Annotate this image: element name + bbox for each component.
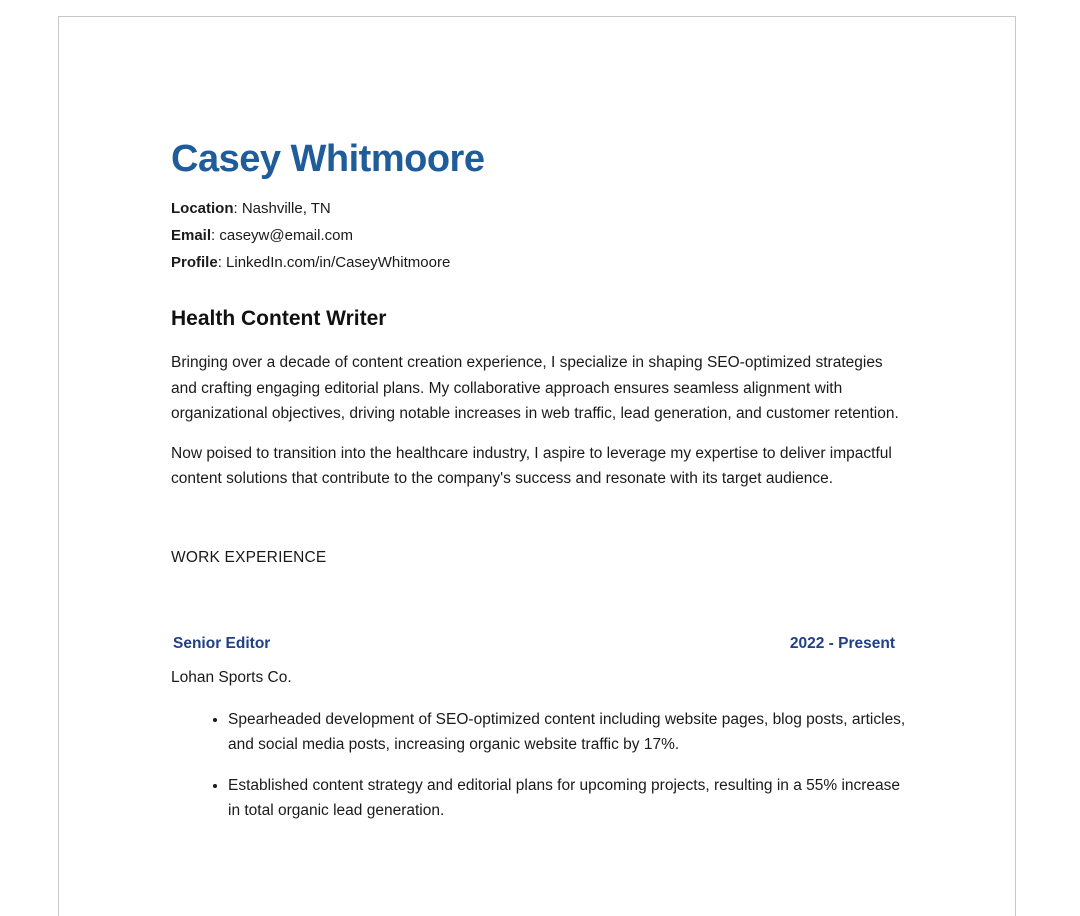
contact-block	[171, 195, 906, 276]
job-header	[171, 632, 895, 656]
job-dates: 2022 - Present	[789, 634, 895, 652]
job-bullet-list	[171, 707, 908, 824]
job-company: Lohan Sports Co.	[171, 668, 292, 686]
contact-profile	[171, 249, 906, 276]
work-experience-heading: WORK EXPERIENCE	[171, 548, 327, 566]
job-bullet: • Established content strategy and editorial plans for upcoming projects, resulting in a 55% increase in total organic lead generation.	[228, 773, 908, 824]
contact-email-value: : caseyw@email.com	[211, 227, 353, 244]
candidate-name: Casey Whitmoore	[171, 138, 485, 180]
resume-headline: Health Content Writer	[171, 307, 387, 330]
job-title: Senior Editor	[173, 634, 271, 652]
resume-content	[171, 135, 906, 839]
contact-location-value: : Nashville, TN	[233, 200, 331, 217]
contact-location	[171, 195, 906, 222]
contact-profile-value: : LinkedIn.com/in/CaseyWhitmoore	[217, 254, 451, 271]
contact-email-label: Email	[171, 227, 212, 244]
contact-email	[171, 222, 906, 249]
document-page	[58, 16, 1016, 916]
job-bullet: • Spearheaded development of SEO-optimized content including website pages, blog posts, articles, and social media posts, increasing organic website traffic by 17%.	[228, 707, 908, 758]
summary-paragraph: Bringing over a decade of content creation experience, I specialize in shaping SEO-optimized strategies and crafting engaging editorial plans. My collaborative approach ensures seamless alignment with organizational objectives, driving notable increases in web traffic, lead generation, and customer retention.	[171, 354, 899, 422]
contact-profile-label: Profile	[171, 254, 218, 271]
summary-paragraph: Now poised to transition into the healthcare industry, I aspire to leverage my expertise to deliver impactful content solutions that contribute to the company's success and resonate with its target audience.	[171, 444, 892, 487]
contact-location-label: Location	[171, 200, 234, 217]
summary-section	[171, 350, 906, 492]
